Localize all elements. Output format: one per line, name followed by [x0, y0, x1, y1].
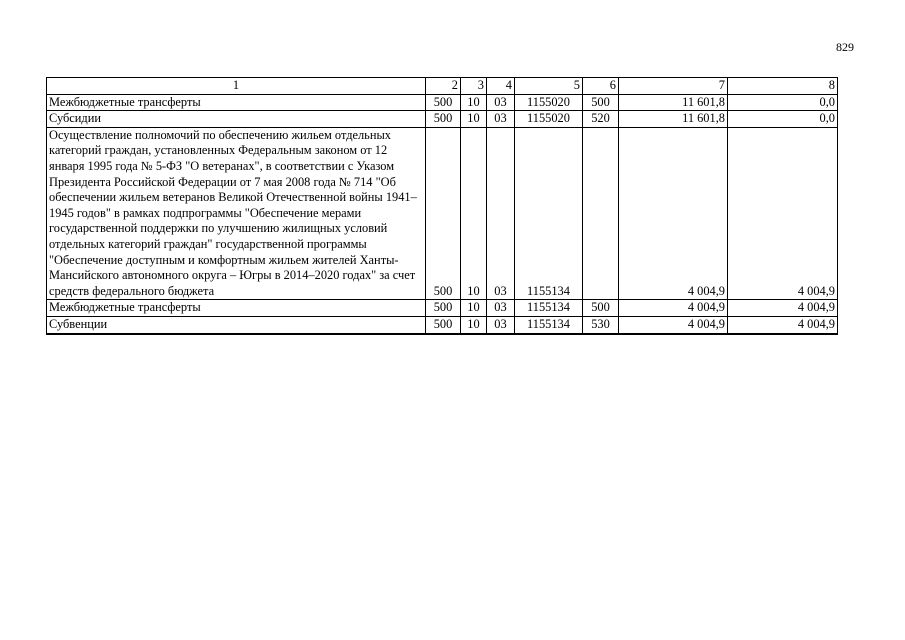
cell-amount-7: 4 004,9: [619, 300, 728, 317]
cell-code-2: 500: [426, 300, 461, 317]
cell-amount-7: 4 004,9: [619, 127, 728, 300]
cell-amount-8: 4 004,9: [728, 127, 838, 300]
cell-code-3: 10: [461, 127, 487, 300]
cell-code-5: 1155134: [515, 127, 583, 300]
cell-code-3: 10: [461, 300, 487, 317]
cell-code-3: 10: [461, 316, 487, 333]
cell-amount-7: 11 601,8: [619, 111, 728, 128]
row-name: Межбюджетные трансферты: [47, 300, 426, 317]
cell-amount-8: 4 004,9: [728, 316, 838, 333]
cell-amount-8: 0,0: [728, 111, 838, 128]
cell-code-6: [583, 127, 619, 300]
cell-code-4: 03: [487, 127, 515, 300]
column-header-8: 8: [728, 78, 838, 95]
cell-code-5: 1155020: [515, 94, 583, 111]
table-header-row: [47, 78, 838, 95]
cell-amount-8: 0,0: [728, 94, 838, 111]
column-header-3: 3: [461, 78, 487, 95]
column-header-2: 2: [426, 78, 461, 95]
table-row: [47, 127, 838, 300]
cell-code-5: 1155020: [515, 111, 583, 128]
column-header-4: 4: [487, 78, 515, 95]
cell-code-6: 530: [583, 316, 619, 333]
cell-amount-8: 4 004,9: [728, 300, 838, 317]
column-header-1: 1: [47, 78, 426, 95]
cell-code-5: 1155134: [515, 300, 583, 317]
cell-code-2: 500: [426, 316, 461, 333]
row-name: Субсидии: [47, 111, 426, 128]
table-row: [47, 316, 838, 333]
cell-code-4: 03: [487, 94, 515, 111]
table-row: [47, 111, 838, 128]
column-header-6: 6: [583, 78, 619, 95]
cell-code-4: 03: [487, 316, 515, 333]
cell-code-2: 500: [426, 127, 461, 300]
page-number: 829: [836, 40, 854, 54]
cell-code-2: 500: [426, 111, 461, 128]
cell-code-4: 03: [487, 300, 515, 317]
cell-amount-7: 4 004,9: [619, 316, 728, 333]
cell-amount-7: 11 601,8: [619, 94, 728, 111]
cell-code-3: 10: [461, 111, 487, 128]
cell-code-4: 03: [487, 111, 515, 128]
row-name: Осуществление полномочий по обеспечению жильем отдельных категорий граждан, установленных Федеральным законом от 12 января 1995 года № 5-ФЗ "О ветеранах", в соответствии с Указом Президента Российской Федерации от 7 мая 2008 года № 714 "Об обеспечении жильем ветеранов Великой Отечественной войны 1941–1945 годов" в рамках подпрограммы "Обеспечение мерами государственной поддержки по улучшению жилищных условий отдельных категорий граждан" государственной программы "Обеспечение доступным и комфортным жильем жителей Ханты-Мансийского автономного округа – Югры в 2014–2020 годах" за счет средств федерального бюджета: [47, 127, 426, 300]
cell-code-6: 520: [583, 111, 619, 128]
table-row: [47, 94, 838, 111]
cell-code-3: 10: [461, 94, 487, 111]
cell-code-6: 500: [583, 94, 619, 111]
column-header-7: 7: [619, 78, 728, 95]
table-row: [47, 300, 838, 317]
cell-code-2: 500: [426, 94, 461, 111]
budget-table: [46, 77, 838, 335]
row-name: Субвенции: [47, 316, 426, 333]
cell-code-6: 500: [583, 300, 619, 317]
cell-code-5: 1155134: [515, 316, 583, 333]
row-name: Межбюджетные трансферты: [47, 94, 426, 111]
column-header-5: 5: [515, 78, 583, 95]
